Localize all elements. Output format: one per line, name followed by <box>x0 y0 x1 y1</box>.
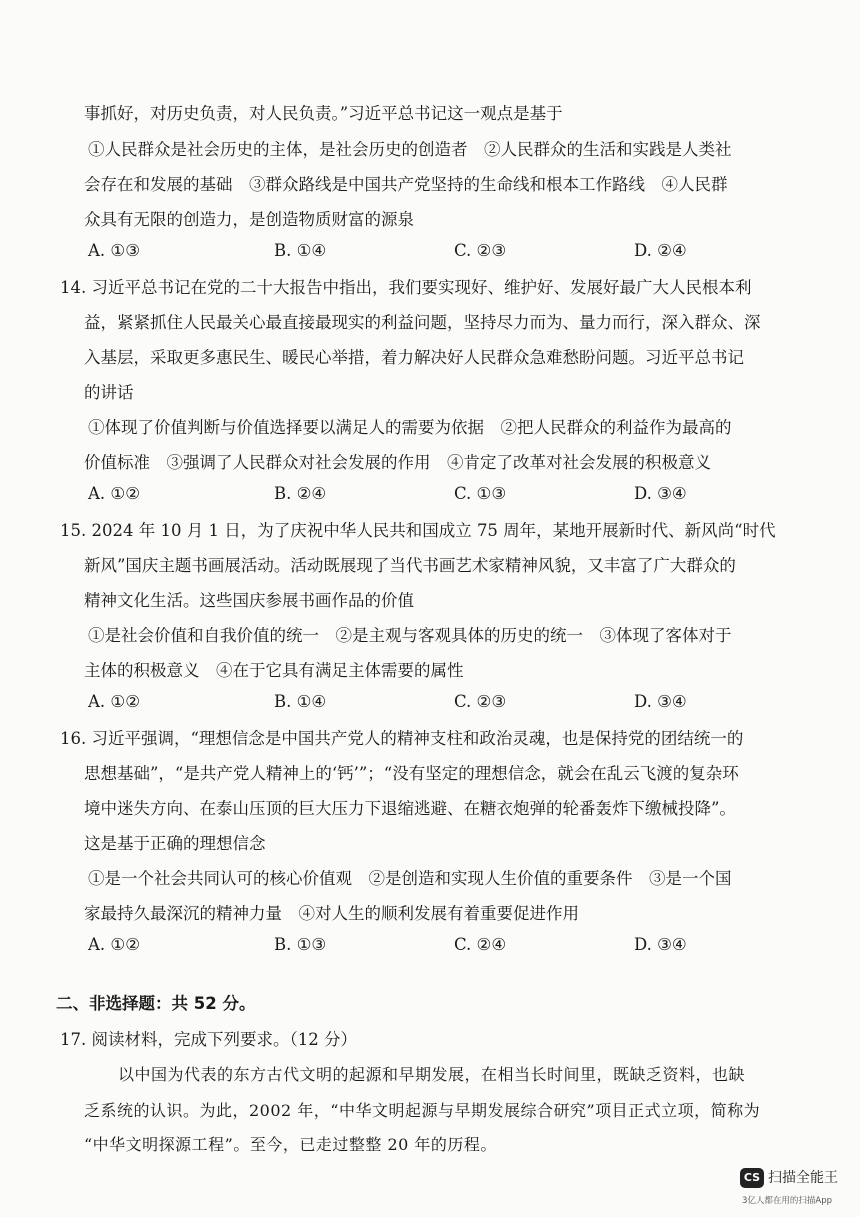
q15-option-c: C. ②③ <box>454 692 507 711</box>
section-2-heading: 二、非选择题：共 52 分。 <box>56 994 256 1013</box>
q16-stem-3: 境中迷失方向、在泰山压顶的巨大压力下退缩逃避、在糖衣炮弹的轮番轰炸下缴械投降”。 <box>84 799 736 818</box>
q16-option-b: B. ①③ <box>274 935 327 954</box>
q14-stem-3: 入基层，采取更多惠民生、暖民心举措，着力解决好人民群众急难愁盼问题。习近平总书记 <box>84 348 744 367</box>
q13-stem-end: 事抓好，对历史负责，对人民负责。”习近平总书记这一观点是基于 <box>84 104 563 123</box>
q14-stem-1: 14. 习近平总书记在党的二十大报告中指出，我们要实现好、维护好、发展好最广大人民根本利 <box>60 278 752 297</box>
material-line-1: 以中国为代表的东方古代文明的起源和早期发展，在相当长时间里，既缺乏资料，也缺 <box>118 1065 746 1084</box>
q13-statements-2: 会存在和发展的基础 ③群众路线是中国共产党坚持的生命线和根本工作路线 ④人民群 <box>84 175 728 194</box>
camscanner-tagline: 3亿人都在用的扫描App <box>742 1196 833 1206</box>
q16-stem-2: 思想基础”，“是共产党人精神上的‘钙’”；“没有坚定的理想信念，就会在乱云飞渡的复杂环 <box>84 764 739 783</box>
q13-statements-3: 众具有无限的创造力，是创造物质财富的源泉 <box>84 210 414 229</box>
q16-stem-1: 16. 习近平强调，“理想信念是中国共产党人的精神支柱和政治灵魂，也是保持党的团结统一的 <box>60 729 744 748</box>
q13-statements-1: ①人民群众是社会历史的主体，是社会历史的创造者 ②人民群众的生活和实践是人类社 <box>88 140 732 159</box>
q15-statements-1: ①是社会价值和自我价值的统一 ②是主观与客观具体的历史的统一 ③体现了客体对于 <box>88 626 732 645</box>
q14-option-d: D. ③④ <box>634 484 687 503</box>
q14-option-c: C. ①③ <box>454 484 507 503</box>
camscanner-name: 扫描全能王 <box>768 1170 838 1186</box>
q15-statements-2: 主体的积极意义 ④在于它具有满足主体需要的属性 <box>84 661 464 680</box>
q14-option-b: B. ②④ <box>274 484 327 503</box>
material-line-2: 乏系统的认识。为此，2002 年，“中华文明起源与早期发展综合研究”项目正式立项，简称为 <box>84 1101 761 1120</box>
q14-stem-2: 益，紧紧抓住人民最关心最直接最现实的利益问题，坚持尽力而为、量力而行，深入群众、深 <box>84 313 761 332</box>
q14-statements-1: ①体现了价值判断与价值选择要以满足人的需要为依据 ②把人民群众的利益作为最高的 <box>88 418 732 437</box>
q15-stem-2: 新风”国庆主题书画展活动。活动既展现了当代书画艺术家精神风貌，又丰富了广大群众的 <box>84 556 736 575</box>
q16-statements-1: ①是一个社会共同认可的核心价值观 ②是创造和实现人生价值的重要条件 ③是一个国 <box>88 869 732 888</box>
q15-stem-3: 精神文化生活。这些国庆参展书画作品的价值 <box>84 591 414 610</box>
q16-statements-2: 家最持久最深沉的精神力量 ④对人生的顺利发展有着重要促进作用 <box>84 904 579 923</box>
q13-option-c: C. ②③ <box>454 241 507 260</box>
q15-stem-1: 15. 2024 年 10 月 1 日，为了庆祝中华人民共和国成立 75 周年，某地开展新时代、新风尚“时代 <box>60 521 776 540</box>
q13-option-d: D. ②④ <box>634 241 687 260</box>
q15-option-d: D. ③④ <box>634 692 687 711</box>
q15-option-a: A. ①② <box>88 692 140 711</box>
q16-option-a: A. ①② <box>88 935 140 954</box>
q16-option-c: C. ②④ <box>454 935 507 954</box>
q14-option-a: A. ①② <box>88 484 140 503</box>
material-line-3: “中华文明探源工程”。至今，已走过整整 20 年的历程。 <box>84 1135 497 1154</box>
camscanner-logo: CS <box>740 1168 764 1188</box>
q15-option-b: B. ①④ <box>274 692 327 711</box>
q17-stem: 17. 阅读材料，完成下列要求。（12 分） <box>60 1030 357 1049</box>
q16-option-d: D. ③④ <box>634 935 687 954</box>
q16-stem-4: 这是基于正确的理想信念 <box>84 834 266 853</box>
q13-option-b: B. ①④ <box>274 241 327 260</box>
q14-stem-4: 的讲话 <box>84 383 134 402</box>
q13-option-a: A. ①③ <box>88 241 140 260</box>
q14-statements-2: 价值标准 ③强调了人民群众对社会发展的作用 ④肯定了改革对社会发展的积极意义 <box>84 453 711 472</box>
